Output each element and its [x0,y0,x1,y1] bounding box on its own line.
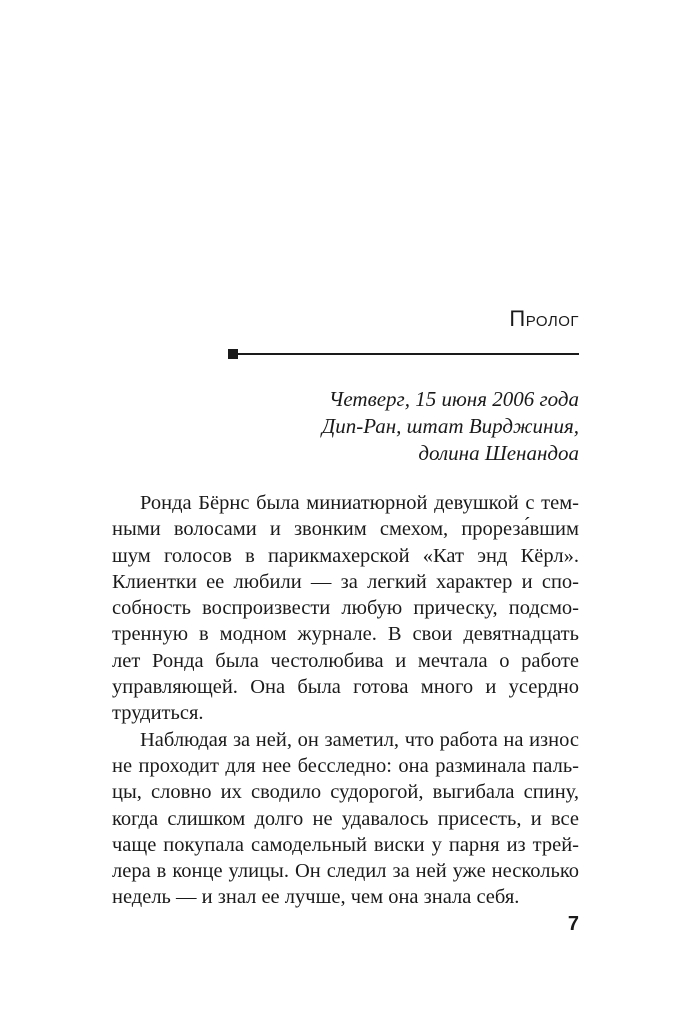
paragraph-2-line-2: не проходит для нее бесследно: она разминала паль- [112,754,579,777]
body-text [112,490,579,911]
paragraph-2-line-6: лера в конце улицы. Он следил за ней уже несколько [112,860,579,883]
paragraph-1-line-4: Клиентки ее любили — за легкий характер и спо- [112,570,579,593]
paragraph-1-line-3: шум голосов в парикмахерской «Кат энд Кёрл». [112,544,579,567]
chapter-title: Пролог [509,306,579,331]
paragraph-2-line-3: цы, словно их сводило судорогой, выгибала спину, [112,781,579,804]
paragraph-1-line-5: собность воспроизвести любую прическу, подсмо- [112,597,579,620]
paragraph-1-line-1: Ронда Бёрнс была миниатюрной девушкой с тем- [140,492,579,514]
rule-line [238,353,579,355]
paragraph-2-line-5: чаще покупала самодельный виски у парня из трей- [112,833,579,856]
dateline [322,386,579,467]
paragraph-2-line-4: когда слишком долго не удавалось присесть, и все [112,807,579,830]
paragraph-1-line-7: лет Ронда была честолюбива и мечтала о работе [112,649,579,672]
page-number: 7 [567,913,579,935]
paragraph-1-line-9: трудиться. [112,702,204,725]
paragraph-1-line-6: тренную в модном журнале. В свои девятнадцать [112,623,579,646]
paragraph-1-line-2: ными волосами и звонким смехом, прореза́вшим [112,518,579,541]
dateline-date: Четверг, 15 июня 2006 года [328,387,579,411]
paragraph-2-line-7: недель — и знал ее лучше, чем она знала себя. [112,886,520,909]
paragraph-2-line-1: Наблюдая за ней, он заметил, что работа на износ [140,728,579,751]
rule-square [228,349,238,359]
dateline-place: Дип-Ран, штат Вирджиния, [321,414,579,438]
dateline-region: долина Шенандоа [418,441,579,465]
paragraph-1-line-8: управляющей. Она была готова много и усердно [112,676,579,699]
chapter-rule [228,348,579,360]
